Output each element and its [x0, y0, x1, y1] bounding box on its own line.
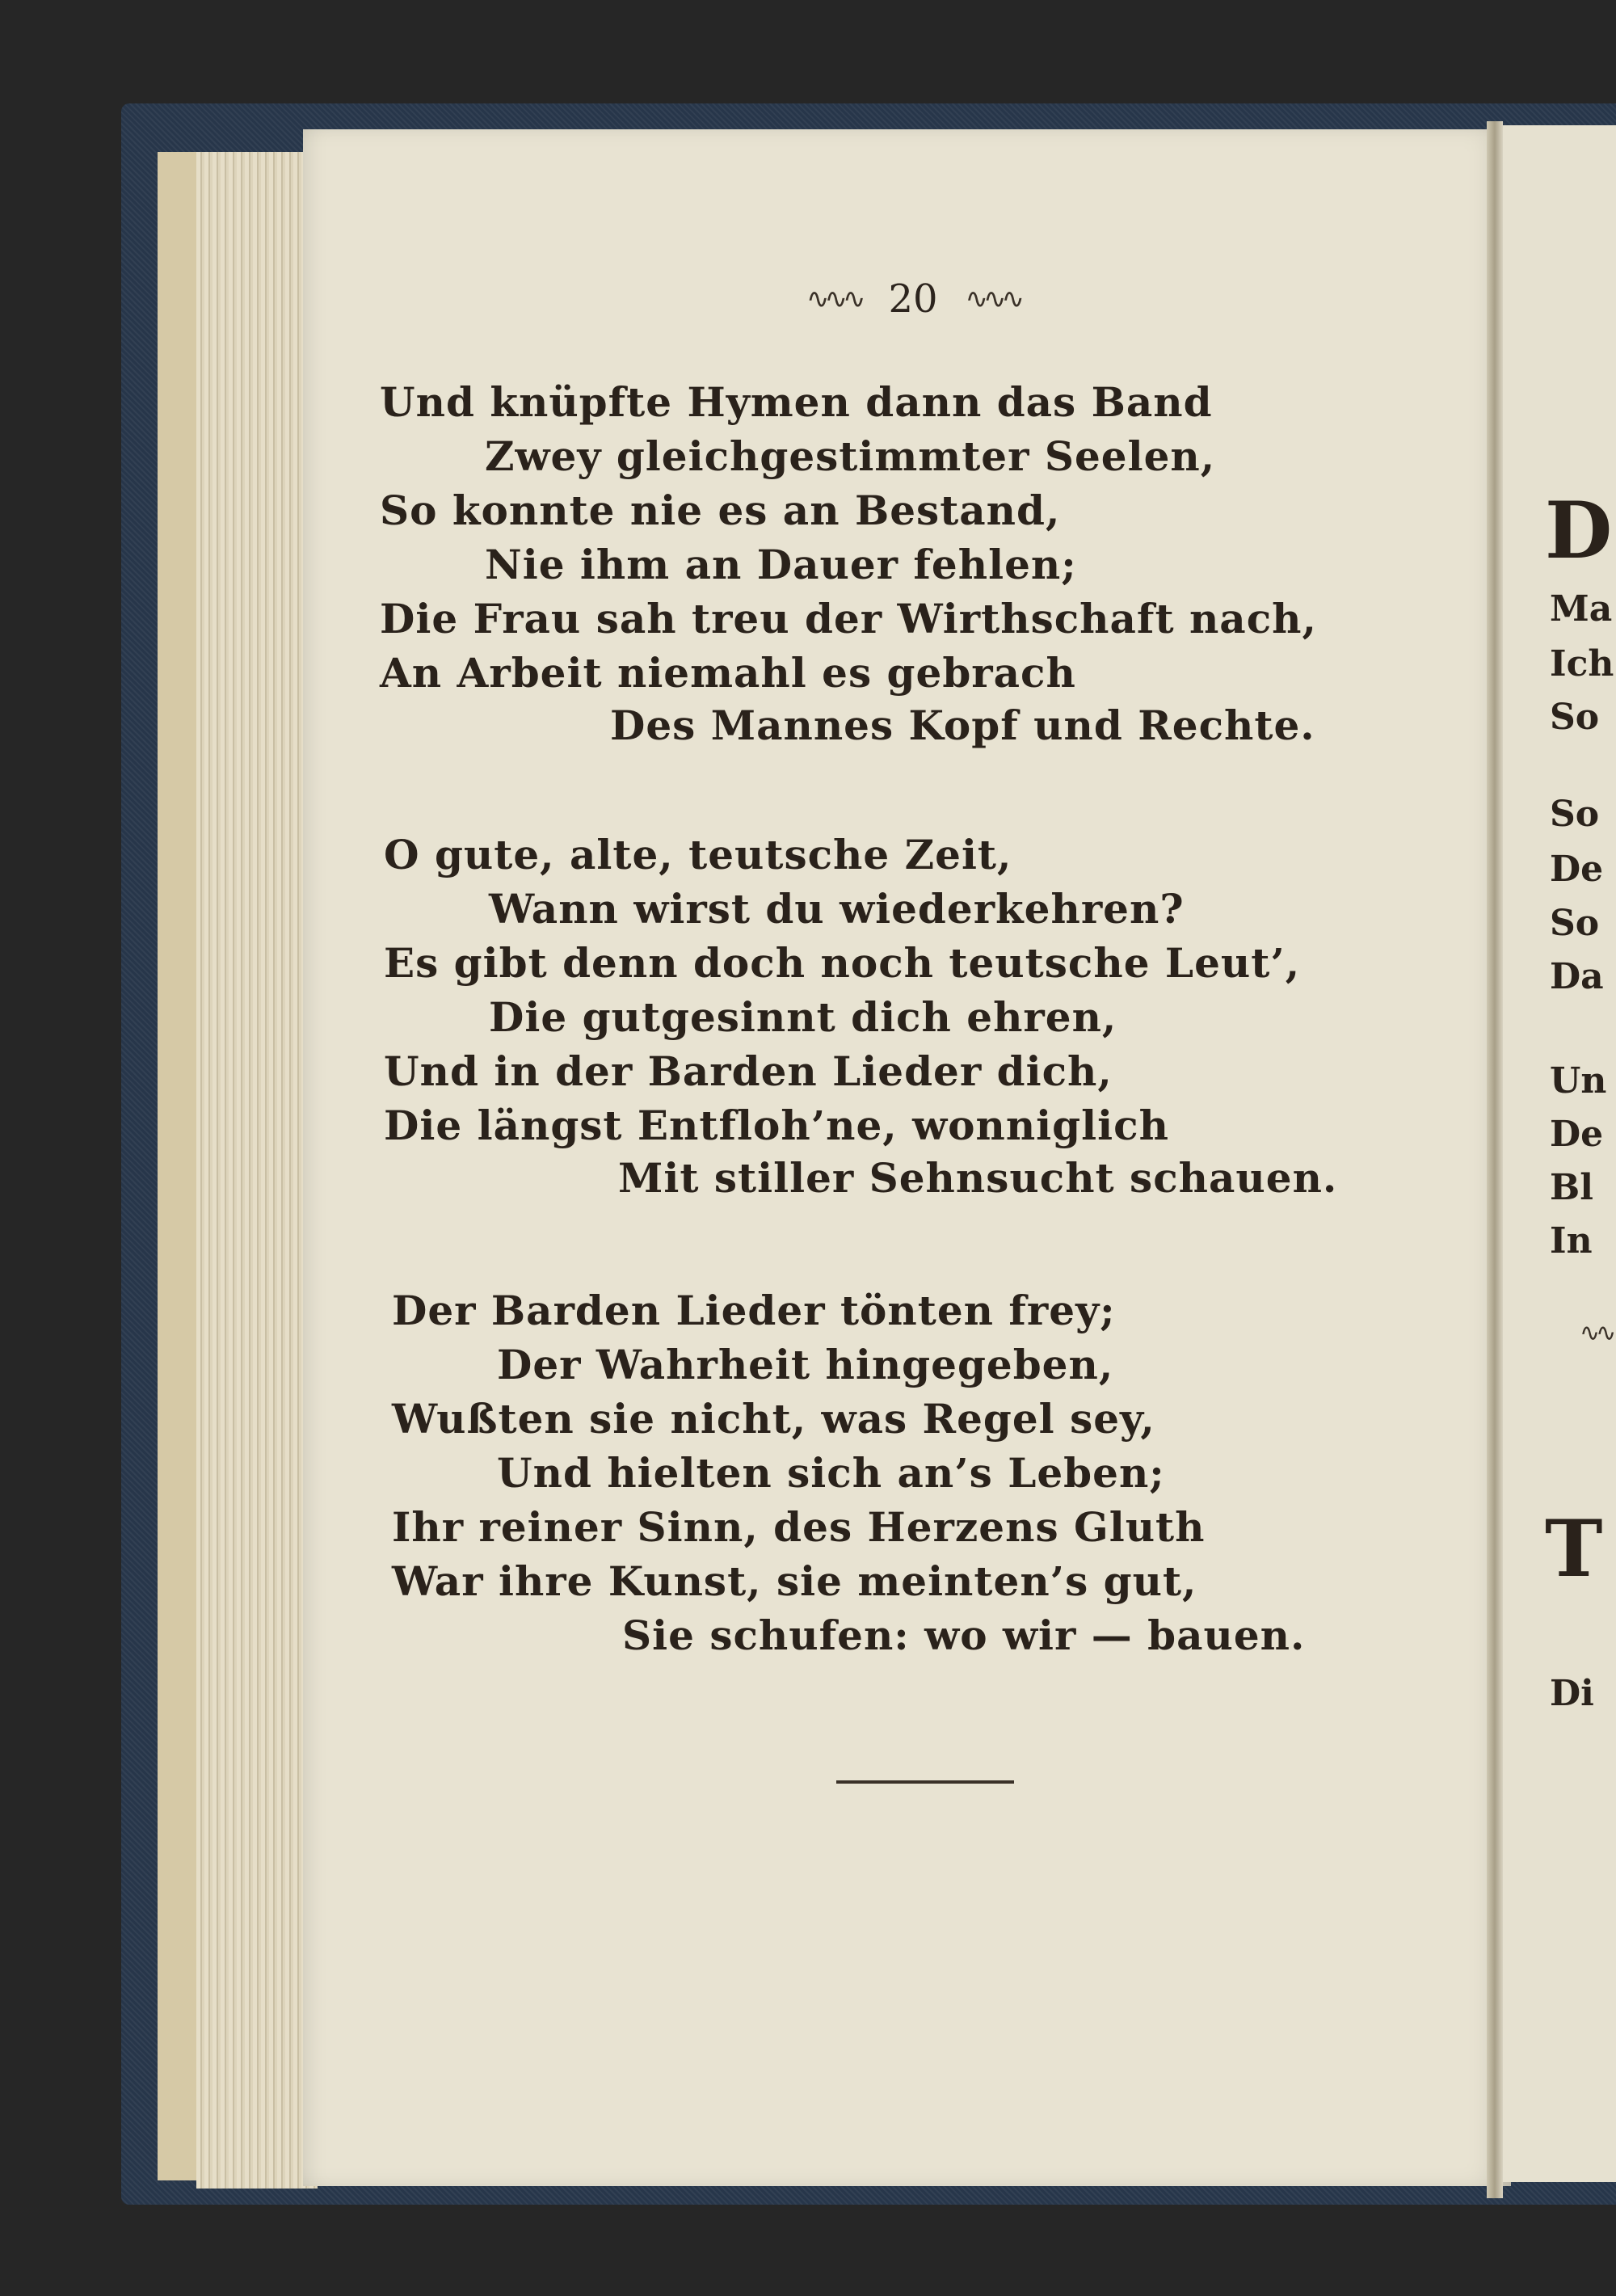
verse-line: Nie ihm an Dauer fehlen;: [485, 541, 1077, 588]
right-ornament: ∿∿: [1580, 1319, 1613, 1347]
verse-line: War ihre Kunst, sie meinten’s gut,: [392, 1557, 1197, 1605]
verse-line: O gute, alte, teutsche Zeit,: [384, 831, 1012, 878]
right-line: Ma: [1550, 588, 1613, 630]
right-line: So: [1550, 903, 1600, 944]
verse-line: Die längst Entfloh’ne, wonniglich: [384, 1102, 1169, 1149]
right-line: So: [1550, 794, 1600, 835]
right-line: Un: [1550, 1060, 1607, 1102]
verse-line: So konnte nie es an Bestand,: [380, 487, 1061, 534]
verse-line: Und in der Barden Lieder dich,: [384, 1047, 1113, 1095]
end-rule: [836, 1780, 1014, 1784]
verse-line: Der Wahrheit hingegeben,: [497, 1341, 1114, 1388]
right-line: De: [1550, 849, 1604, 890]
right-line: In: [1550, 1220, 1593, 1262]
gutter: [1487, 121, 1503, 2198]
verse-line: Die gutgesinnt dich ehren,: [489, 993, 1117, 1041]
right-initial-bottom: T: [1545, 1503, 1603, 1595]
right-line: Da: [1550, 956, 1604, 997]
verse-line: Ihr reiner Sinn, des Herzens Gluth: [392, 1503, 1206, 1551]
page-header: [727, 275, 1099, 323]
page-number: 20: [888, 276, 938, 322]
verse-line: Wußten sie nicht, was Regel sey,: [392, 1395, 1155, 1443]
verse-line: Wann wirst du wiederkehren?: [489, 885, 1185, 933]
verse-line: An Arbeit niemahl es gebrach: [380, 649, 1076, 697]
header-ornament-right: ∿∿∿: [965, 283, 1020, 315]
right-line: Ich: [1550, 643, 1614, 685]
verse-line: Und knüpfte Hymen dann das Band: [380, 378, 1213, 426]
verse-line: Es gibt denn doch noch teutsche Leut’,: [384, 939, 1301, 987]
verse-line: Mit stiller Sehnsucht schauen.: [618, 1154, 1338, 1202]
page-leaves: [196, 152, 318, 2189]
verse-line: Die Frau sah treu der Wirthschaft nach,: [380, 595, 1317, 642]
verse-line: Sie schufen: wo wir — bauen.: [622, 1611, 1306, 1659]
verse-line: Des Mannes Kopf und Rechte.: [610, 701, 1315, 749]
header-ornament-left: ∿∿∿: [806, 283, 861, 315]
verse-line: Der Barden Lieder tönten frey;: [392, 1287, 1116, 1334]
right-line: De: [1550, 1114, 1604, 1155]
right-line: So: [1550, 697, 1600, 738]
verse-line: Zwey gleichgestimmter Seelen,: [485, 432, 1216, 480]
right-line: Bl: [1550, 1167, 1593, 1208]
verse-line: Und hielten sich an’s Leben;: [497, 1449, 1165, 1497]
right-line: Di: [1550, 1673, 1594, 1714]
right-initial-top: D: [1545, 485, 1613, 576]
